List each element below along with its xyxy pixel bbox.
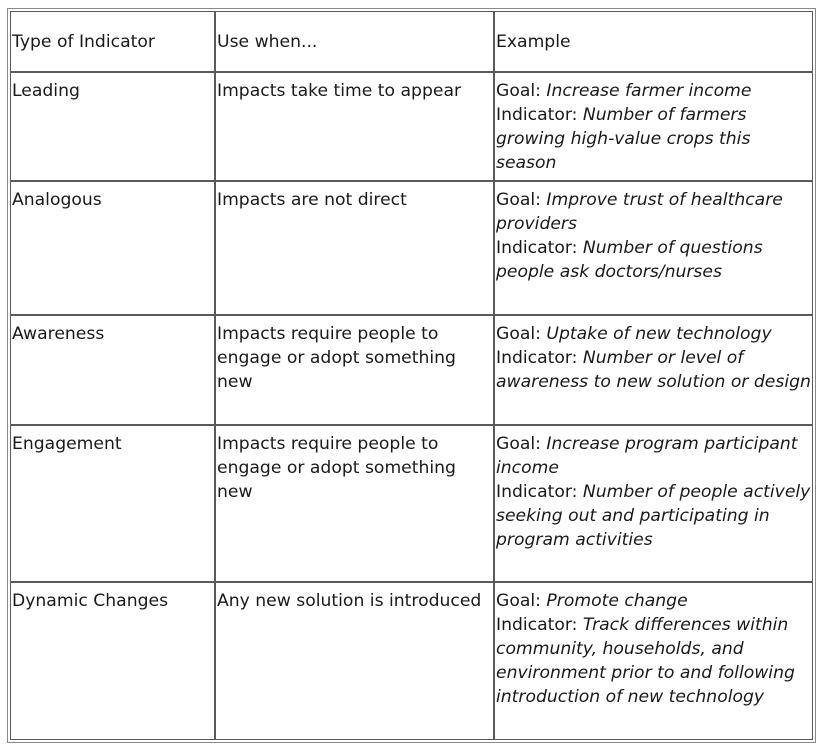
indicator-table-frame bbox=[7, 8, 816, 743]
header-use-when: Use when... bbox=[215, 11, 494, 72]
table-row bbox=[10, 72, 813, 181]
indicator-line bbox=[496, 236, 812, 284]
indicator-line bbox=[496, 613, 812, 709]
indicator-type: Dynamic Changes bbox=[10, 582, 215, 740]
table-row bbox=[10, 181, 813, 315]
goal-line bbox=[496, 188, 812, 236]
goal-text: Uptake of new technology bbox=[546, 324, 772, 344]
goal-line bbox=[496, 432, 812, 480]
use-when: Impacts require people to engage or adopt something new bbox=[215, 425, 494, 582]
example-cell bbox=[494, 72, 813, 181]
indicator-table bbox=[10, 11, 813, 740]
goal-text: Improve trust of healthcare providers bbox=[496, 190, 783, 234]
use-when: Impacts are not direct bbox=[215, 181, 494, 315]
indicator-label: Indicator: bbox=[496, 105, 583, 125]
goal-text: Increase program participant income bbox=[496, 434, 798, 478]
goal-line bbox=[496, 322, 812, 346]
table-row bbox=[10, 315, 813, 425]
indicator-label: Indicator: bbox=[496, 482, 583, 502]
goal-label: Goal: bbox=[496, 324, 547, 344]
goal-text: Promote change bbox=[546, 591, 688, 611]
table-row bbox=[10, 582, 813, 740]
goal-text: Increase farmer income bbox=[546, 81, 752, 101]
indicator-text: Number of questions people ask doctors/nurses bbox=[496, 238, 763, 282]
indicator-label: Indicator: bbox=[496, 238, 583, 258]
indicator-line bbox=[496, 346, 812, 394]
header-example: Example bbox=[494, 11, 813, 72]
indicator-line bbox=[496, 480, 812, 552]
indicator-text: Number or level of awareness to new solution or design bbox=[496, 348, 811, 392]
table-header-row bbox=[10, 11, 813, 72]
indicator-type: Awareness bbox=[10, 315, 215, 425]
goal-label: Goal: bbox=[496, 591, 547, 611]
indicator-type: Engagement bbox=[10, 425, 215, 582]
goal-line bbox=[496, 79, 812, 103]
use-when: Impacts take time to appear bbox=[215, 72, 494, 181]
indicator-text: Track differences within community, households, and environment prior to and following introduction of new technology bbox=[496, 615, 795, 707]
indicator-text: Number of farmers growing high-value crops this season bbox=[496, 105, 751, 173]
indicator-type: Leading bbox=[10, 72, 215, 181]
indicator-label: Indicator: bbox=[496, 615, 583, 635]
goal-label: Goal: bbox=[496, 434, 547, 454]
indicator-label: Indicator: bbox=[496, 348, 583, 368]
example-cell bbox=[494, 181, 813, 315]
indicator-line bbox=[496, 103, 812, 175]
table-row bbox=[10, 425, 813, 582]
example-cell bbox=[494, 582, 813, 740]
example-cell bbox=[494, 425, 813, 582]
goal-label: Goal: bbox=[496, 81, 547, 101]
example-cell bbox=[494, 315, 813, 425]
indicator-type: Analogous bbox=[10, 181, 215, 315]
goal-label: Goal: bbox=[496, 190, 547, 210]
header-type-of-indicator: Type of Indicator bbox=[10, 11, 215, 72]
use-when: Any new solution is introduced bbox=[215, 582, 494, 740]
goal-line bbox=[496, 589, 812, 613]
indicator-text: Number of people actively seeking out and participating in program activities bbox=[496, 482, 811, 550]
use-when: Impacts require people to engage or adopt something new bbox=[215, 315, 494, 425]
